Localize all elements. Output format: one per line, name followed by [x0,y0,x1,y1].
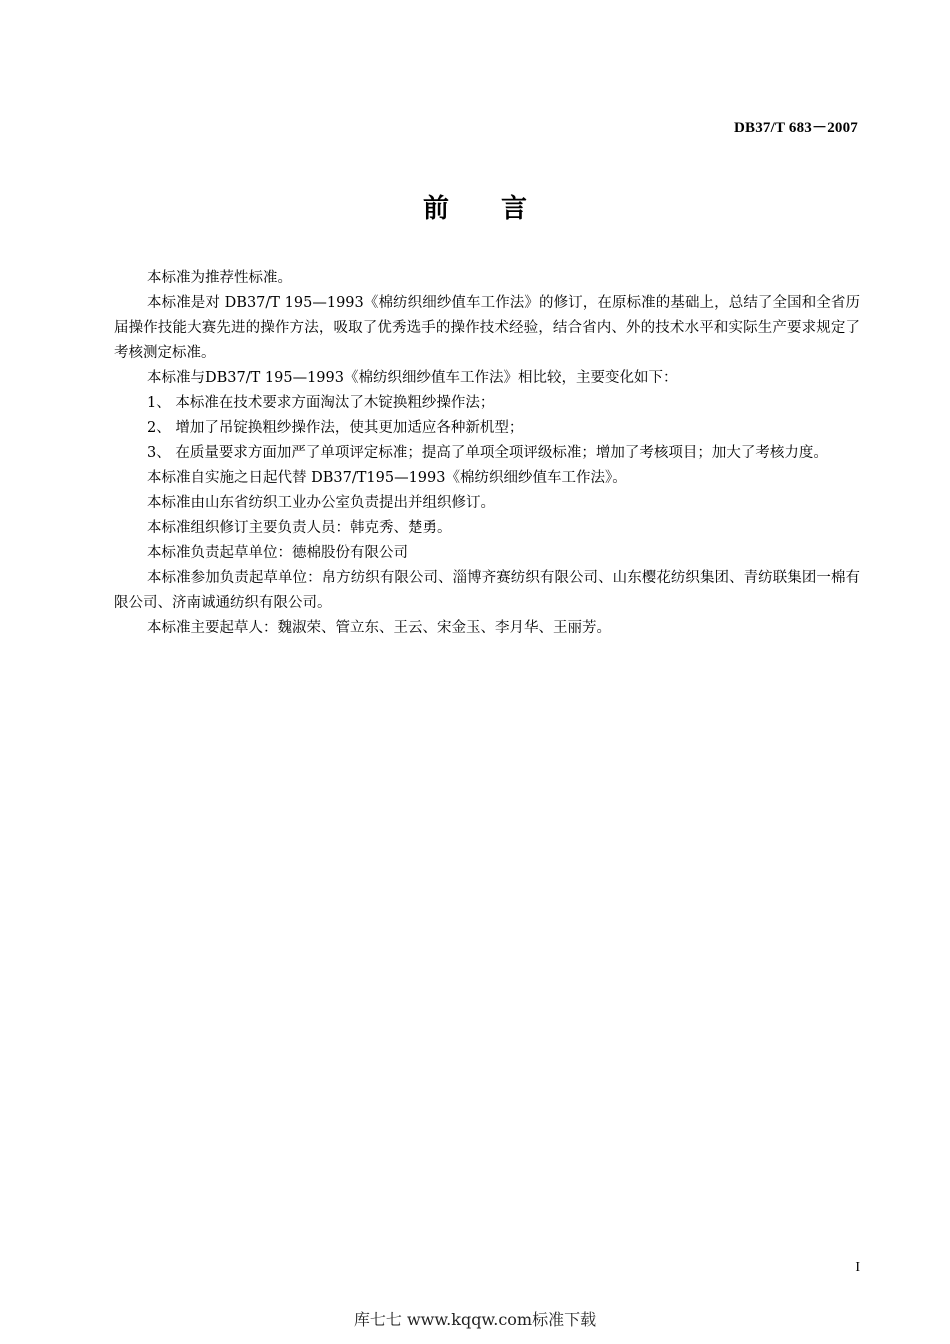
paragraph-drafters: 本标准主要起草人：魏淑荣、管立东、王云、宋金玉、李月华、王丽芳。 [147,620,611,636]
paragraph-participating-units: 本标准参加负责起草单位：帛方纺织有限公司、淄博齐赛纺织有限公司、山东樱花纺织集团、青纺联集团一棉有限公司、济南诚通纺织有限公司。 [114,570,860,611]
paragraph-proposer: 本标准由山东省纺织工业办公室负责提出并组织修订。 [147,495,495,511]
standard-code: DB37/T 683－2007 [734,120,858,136]
paragraph-comparison: 本标准与DB37/T 195—1993《棉纺织细纱值车工作法》相比较，主要变化如下： [147,370,678,386]
paragraph-responsible-persons: 本标准组织修订主要负责人员：韩克秀、楚勇。 [147,520,452,536]
page-number: I [855,1260,860,1275]
change-item-3: 3、 在质量要求方面加严了单项评定标准；提高了单项全项评级标准；增加了考核项目；加大了考核力度。 [147,445,828,461]
page-title: 前言 [422,194,579,224]
paragraph-replaces: 本标准自实施之日起代替 DB37/T195—1993《棉纺织细纱值车工作法》。 [147,470,627,486]
document-body [114,266,860,641]
change-item-1: 1、 本标准在技术要求方面淘汰了木锭换粗纱操作法； [147,395,495,411]
paragraph-nature: 本标准为推荐性标准。 [147,270,292,286]
watermark-text[interactable]: 库七七 www.kqqw.com标准下载 [353,1310,597,1329]
paragraph-revision: 本标准是对 DB37/T 195—1993《棉纺织细纱值车工作法》的修订，在原标准的基础上，总结了全国和全省历届操作技能大赛先进的操作方法，吸取了优秀选手的操作技术经验，结合省内、外的技术水平和实际生产要求规定了考核测定标准。 [114,295,860,361]
change-item-2: 2、 增加了吊锭换粗纱操作法，使其更加适应各种新机型； [147,420,524,436]
paragraph-drafting-unit: 本标准负责起草单位：德棉股份有限公司 [147,545,408,561]
